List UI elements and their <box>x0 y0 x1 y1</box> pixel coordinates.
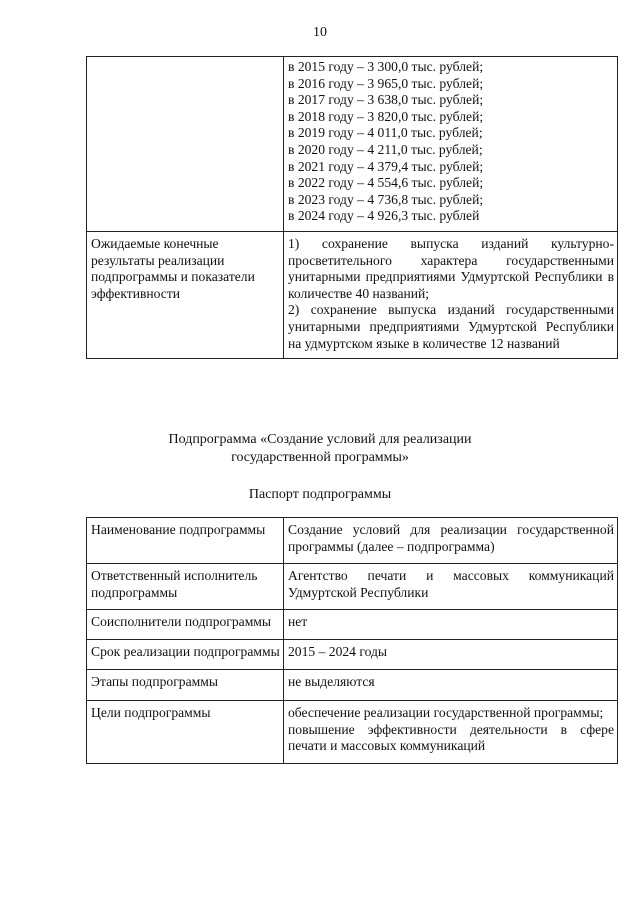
passport-label-goals: Цели подпрограммы <box>87 701 284 764</box>
passport-value-coexecutors: нет <box>284 610 618 640</box>
funding-line-2024: в 2024 году – 4 926,3 тыс. рублей <box>288 208 480 224</box>
passport-value-goals <box>284 701 618 764</box>
passport-row-goals <box>87 701 618 764</box>
subprogram-passport-table <box>86 517 618 764</box>
expected-results-row <box>87 231 618 358</box>
passport-goal-2: повышение эффективности деятельности в сфере печати и массовых коммуникаций <box>288 721 614 754</box>
expected-results-label: Ожидаемые конечные результаты реализации подпрограммы и показатели эффективности <box>87 231 284 358</box>
passport-heading: Паспорт подпрограммы <box>248 487 392 502</box>
passport-goal-1: обеспечение реализации государственной программы; <box>288 705 604 721</box>
passport-row-stages <box>87 669 618 701</box>
passport-value-term: 2015 – 2024 годы <box>284 639 618 669</box>
funding-line-2016: в 2016 году – 3 965,0 тыс. рублей; <box>288 75 484 91</box>
passport-row-executor <box>87 564 618 610</box>
passport-value-name: Создание условий для реализации государственной программы (далее – подпрограмма) <box>284 518 618 564</box>
funding-values-cell <box>284 57 618 232</box>
funding-line-2018: в 2018 году – 3 820,0 тыс. рублей; <box>288 108 484 124</box>
funding-line-2019: в 2019 году – 4 011,0 тыс. рублей; <box>288 125 483 141</box>
funding-row <box>87 57 618 232</box>
passport-label-stages: Этапы подпрограммы <box>87 669 284 701</box>
funding-line-2022: в 2022 году – 4 554,6 тыс. рублей; <box>288 175 484 191</box>
subprogram-heading <box>0 431 640 467</box>
funding-line-2017: в 2017 году – 3 638,0 тыс. рублей; <box>288 92 484 108</box>
expected-result-item-1: 1) сохранение выпуска изданий культурно-просветительного характера государственными унитарными предприятиями Удмуртской Республики в количестве 40 названий; <box>288 235 614 301</box>
passport-label-executor: Ответственный исполнитель подпрограммы <box>87 564 284 610</box>
expected-results-value <box>284 231 618 358</box>
passport-label-coexecutors: Соисполнители подпрограммы <box>87 610 284 640</box>
subprogram-heading-line-1: Подпрограмма «Создание условий для реализации <box>168 432 472 447</box>
subprogram-funding-table <box>86 56 618 359</box>
subprogram-heading-line-2: государственной программы» <box>231 450 409 465</box>
page-number: 10 <box>313 25 327 40</box>
funding-label-cell <box>87 57 284 232</box>
funding-line-2021: в 2021 году – 4 379,4 тыс. рублей; <box>288 158 484 174</box>
passport-label-term: Срок реализации подпрограммы <box>87 639 284 669</box>
passport-row-term <box>87 639 618 669</box>
expected-result-item-2: 2) сохранение выпуска изданий государственными унитарными предприятиями Удмуртской Республики на удмуртском языке в количестве 12 названий <box>288 302 614 351</box>
funding-line-2020: в 2020 году – 4 211,0 тыс. рублей; <box>288 141 483 157</box>
passport-row-name <box>87 518 618 564</box>
passport-row-coexecutors <box>87 610 618 640</box>
passport-label-name: Наименование подпрограммы <box>87 518 284 564</box>
passport-value-stages: не выделяются <box>284 669 618 701</box>
passport-value-executor: Агентство печати и массовых коммуникаций Удмуртской Республики <box>284 564 618 610</box>
funding-line-2015: в 2015 году – 3 300,0 тыс. рублей; <box>288 59 484 74</box>
funding-line-2023: в 2023 году – 4 736,8 тыс. рублей; <box>288 191 484 207</box>
